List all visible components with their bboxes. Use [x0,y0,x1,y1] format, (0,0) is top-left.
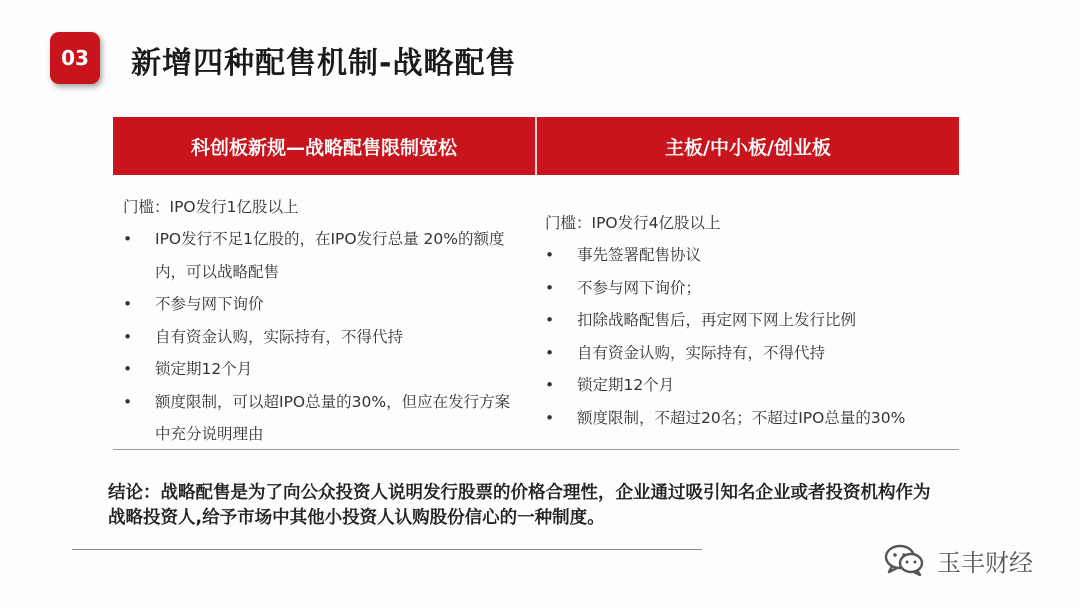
star-market-column [123,191,523,451]
watermark [883,542,1033,578]
list-item-text: 自有资金认购，实际持有，不得代持 [155,327,404,346]
list-item-text: 锁定期12个月 [155,360,253,378]
list-item [123,223,523,288]
list-item [123,321,523,354]
conclusion-text: 结论：战略配售是为了向公众投资人说明发行股票的价格合理性，企业通过吸引知名企业或者投资机构作为战略投资人,给予市场中其他小投资人认购股份信心的一种制度。 [108,483,931,528]
list-item-text: 额度限制，可以超IPO总量的30%，但应在发行方案中充分说明理由 [155,392,511,443]
list-item-text: 锁定期12个月 [577,376,675,394]
bullet-icon: • [123,360,133,378]
bullet-icon: • [545,311,555,329]
bullet-icon: • [123,230,133,248]
list-item-text: 自有资金认购，实际持有，不得代持 [577,343,826,362]
list-item-text: 事先签署配售协议 [577,246,702,264]
bullet-icon: • [123,327,133,346]
main-board-column [545,207,955,434]
table-header-row [113,117,959,175]
footer-divider [72,549,702,550]
list-item-text: 不参与网下询价； [577,278,702,297]
bullet-icon: • [545,246,555,264]
bullet-icon: • [545,278,555,297]
list-item [123,386,523,451]
list-item [545,272,955,305]
bullet-icon: • [123,392,133,411]
list-item-text: 不参与网下询价 [155,295,264,313]
list-item [545,337,955,370]
bullet-icon: • [545,408,555,427]
list-item [123,288,523,321]
list-item-text: 扣除战略配售后，再定网下网上发行比例 [577,311,857,329]
table-bottom-divider [113,449,959,450]
list-item [545,402,955,435]
list-item [545,304,955,337]
comparison-table [113,117,959,451]
list-item [545,239,955,272]
watermark-text: 玉丰财经 [937,548,1033,577]
list-item-text: IPO发行不足1亿股的，在IPO发行总量 20%的额度内，可以战略配售 [155,230,505,281]
bullet-icon: • [545,343,555,362]
threshold-text: 门槛：IPO发行1亿股以上 [123,198,299,216]
page-title: 新增四种配售机制-战略配售 [131,46,517,81]
list-item [545,369,955,402]
section-number-badge: 03 [50,32,100,84]
list-item-text: 额度限制，不超过20名；不超过IPO总量的30% [577,408,906,427]
table-header-main-board: 主板/中小板/创业板 [665,136,831,159]
wechat-icon [883,542,927,578]
table-header-star-market: 科创板新规—战略配售限制宽松 [113,117,537,175]
list-item [123,353,523,386]
threshold-text: 门槛：IPO发行4亿股以上 [545,214,721,232]
bullet-icon: • [545,376,555,394]
bullet-icon: • [123,295,133,313]
